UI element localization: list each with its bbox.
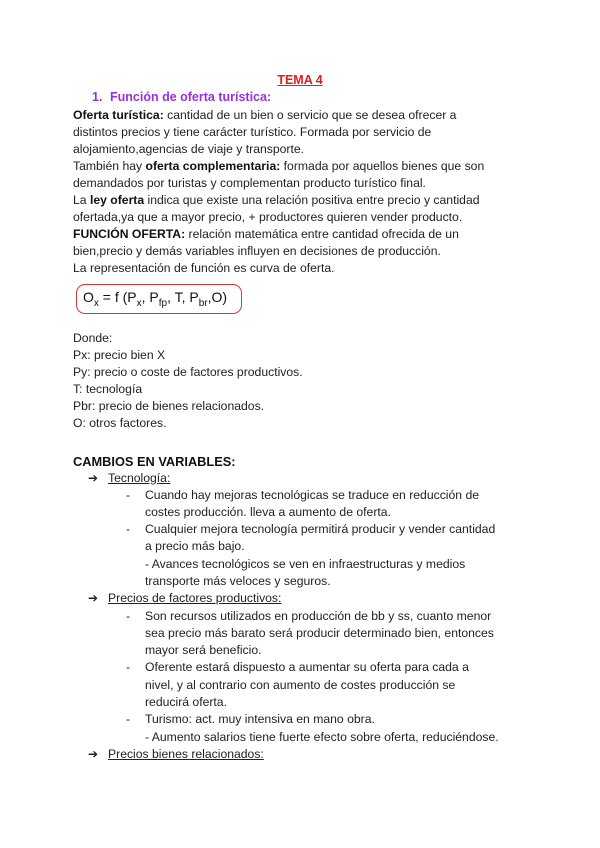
section-number: 1. (92, 90, 103, 104)
section-heading (92, 90, 271, 104)
text-span: cantidad de un bien o servicio que se desea ofrecer a (163, 108, 457, 122)
formula-sub: x (93, 297, 99, 309)
text-span: La (73, 193, 90, 207)
text-span: relación matemática entre cantidad ofrecida de un (185, 227, 459, 241)
doc-title: TEMA 4 (277, 73, 323, 87)
dash-bullet: - (126, 609, 131, 623)
changes-heading: CAMBIOS EN VARIABLES: (73, 454, 236, 469)
dash-bullet: - (126, 522, 131, 536)
list-text: mayor será beneficio. (145, 643, 262, 657)
term-ley-oferta: ley oferta (89, 193, 145, 207)
paragraph-line: demandados por turistas y complementan producto turístico final. (73, 176, 426, 190)
item-label: Tecnología: (108, 471, 171, 485)
term-oferta-turistica: Oferta turística: (73, 108, 164, 122)
item-label: Precios de factores productivos: (108, 591, 282, 605)
formula-part: ,O) (207, 289, 228, 305)
paragraph-line (73, 107, 456, 123)
legend-intro: Donde: (73, 331, 113, 345)
paragraph-line (73, 192, 480, 208)
formula-part: , T, P (167, 289, 199, 305)
list-text: Cuando hay mejoras tecnológicas se traduce en reducción de (145, 488, 480, 502)
arrow-right-icon: ➔ (88, 471, 99, 485)
list-text: a precio más bajo. (145, 539, 245, 553)
list-text: reducirá oferta. (145, 695, 227, 709)
term-oferta-complementaria: oferta complementaria: (145, 159, 281, 173)
list-text: sea precio más barato será producir determinado bien, entonces (145, 626, 494, 640)
list-text: costes producción. lleva a aumento de oferta. (145, 505, 391, 519)
arrow-right-icon: ➔ (88, 747, 99, 761)
paragraph-line: distintos precios y tiene carácter turístico. Formada por servicio de (73, 125, 432, 139)
list-item-tecnologia (88, 470, 170, 486)
list-item-relacionados (88, 746, 264, 762)
dash-bullet: - (126, 712, 131, 726)
paragraph-line: bien,precio y demás variables influyen en decisiones de producción. (73, 244, 441, 258)
list-text: - Avances tecnológicos se ven en infraestructuras y medios (145, 557, 466, 571)
list-item-factores (88, 590, 281, 606)
list-text: - Aumento salarios tiene fuerte efecto sobre oferta, reduciéndose. (145, 730, 499, 744)
list-text: Cualquier mejora tecnología permitirá producir y vender cantidad (145, 522, 496, 536)
paragraph-line: La representación de función es curva de oferta. (73, 261, 335, 275)
formula-sub: br (198, 297, 208, 309)
formula-part: O (83, 289, 94, 305)
formula-part: = f (P (98, 289, 137, 305)
text-span: También hay (73, 159, 146, 173)
list-text: nivel, y al contrario con aumento de costes producción se (145, 678, 456, 692)
legend-o: O: otros factores. (73, 416, 167, 430)
list-text: Oferente estará dispuesto a aumentar su oferta para cada a (145, 660, 469, 674)
paragraph-line (73, 158, 484, 174)
arrow-right-icon: ➔ (88, 591, 99, 605)
formula-sub: fp (158, 297, 168, 309)
list-text: Son recursos utilizados en producción de bb y ss, cuanto menor (145, 609, 492, 623)
dash-bullet: - (126, 660, 131, 674)
paragraph-line: alojamiento,agencias de viaje y transporte. (73, 142, 305, 156)
formula-sub: x (136, 297, 142, 309)
paragraph-line (73, 226, 459, 242)
list-text: transporte más veloces y seguros. (145, 574, 331, 588)
section-label: Función de oferta turística: (110, 90, 272, 104)
formula-part: , P (141, 289, 159, 305)
supply-function-formula (83, 289, 227, 309)
legend-pbr: Pbr: precio de bienes relacionados. (73, 399, 265, 413)
legend-py: Py: precio o coste de factores productivos. (73, 365, 303, 379)
list-text: Turismo: act. muy intensiva en mano obra. (145, 712, 375, 726)
item-label: Precios bienes relacionados: (108, 747, 264, 761)
legend-px: Px: precio bien X (73, 348, 166, 362)
dash-bullet: - (126, 488, 131, 502)
term-funcion-oferta: FUNCIÓN OFERTA: (73, 227, 186, 241)
text-span: formada por aquellos bienes que son (280, 159, 485, 173)
paragraph-line: ofertada,ya que a mayor precio, + productores quieren vender producto. (73, 210, 463, 224)
legend-t: T: tecnología (73, 382, 143, 396)
text-span: indica que existe una relación positiva entre precio y cantidad (144, 193, 480, 207)
